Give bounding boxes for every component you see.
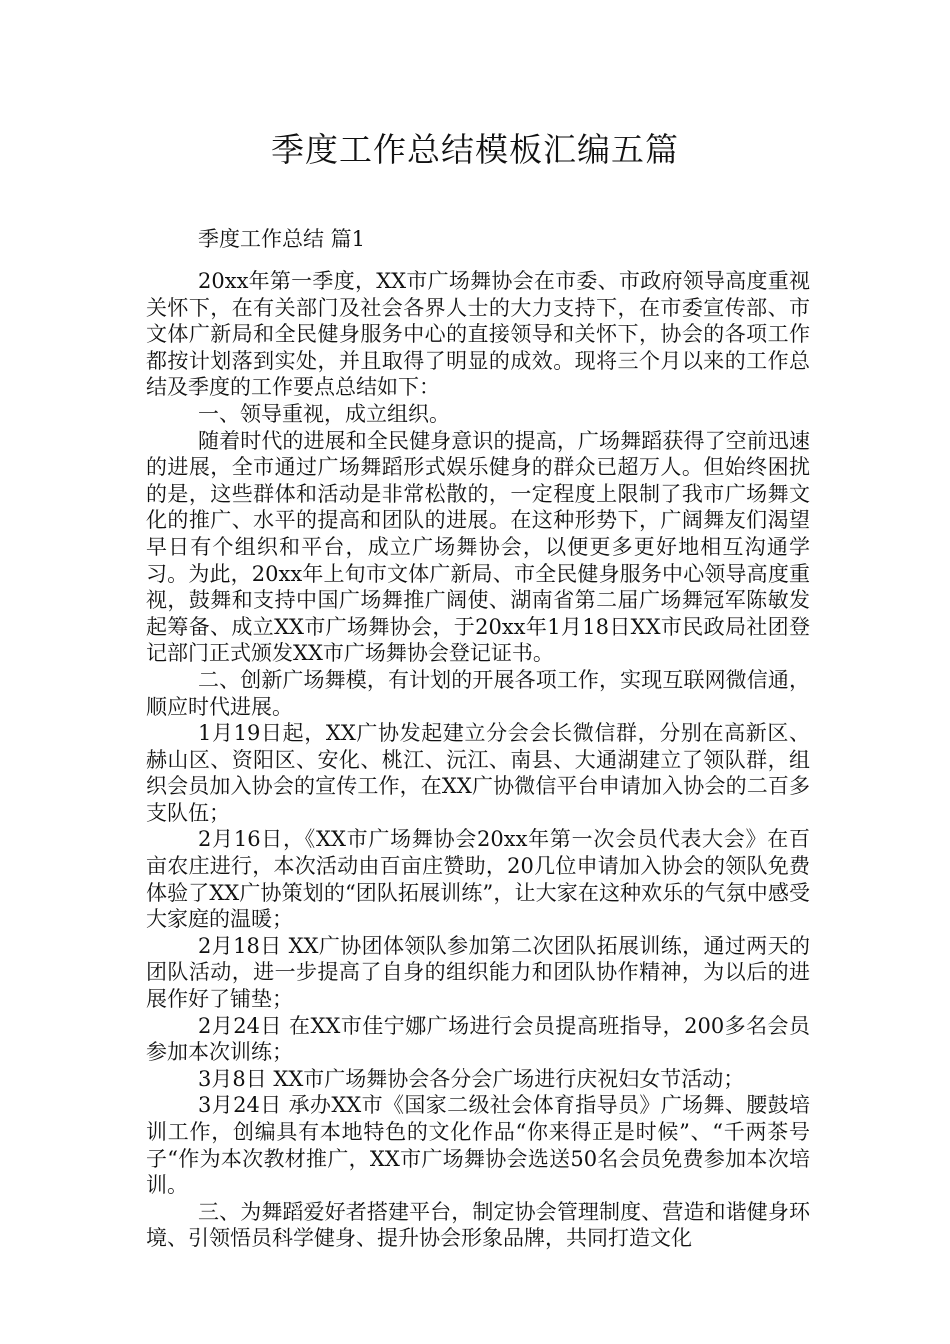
document-title: 季度工作总结模板汇编五篇 [271,130,679,169]
paragraph: 2月18日 XX广协团体领队参加第二次团队拓展训练，通过两天的团队活动，进一步提高了自身的组织能力和团队协作精神，为以后的进展作好了铺垫； [146,933,810,1012]
section-subtitle: 季度工作总结 篇1 [198,227,366,251]
section-heading: 一、领导重视，成立组织。 [198,401,450,426]
paragraph: 3月8日 XX市广场舞协会各分会广场进行庆祝妇女节活动； [198,1066,745,1091]
section-heading: 二、创新广场舞模，有计划的开展各项工作，实现互联网微信通，顺应时代进展。 [146,667,810,719]
document-body [146,268,810,1252]
paragraph: 随着时代的进展和全民健身意识的提高，广场舞蹈获得了空前迅速的进展，全市通过广场舞蹈形式娱乐健身的群众已超万人。但始终困扰的是，这些群体和活动是非常松散的，一定程度上限制了我市广场舞文化的推广、水平的提高和团队的进展。在这种形势下，广阔舞友们渴望早日有个组织和平台，成立广场舞协会，以便更多更好地相互沟通学习。为此，20xx年上旬市文体广新局、市全民健身服务中心领导高度重视，鼓舞和支持中国广场舞推广阔使、湖南省第二届广场舞冠军陈敏发起筹备、成立XX市广场舞协会，于20xx年1月18日XX市民政局社团登记部门正式颁发XX市广场舞协会登记证书。 [146,428,810,666]
paragraph: 20xx年第一季度，XX市广场舞协会在市委、市政府领导高度重视关怀下，在有关部门及社会各界人士的大力支持下，在市委宣传部、市文体广新局和全民健身服务中心的直接领导和关怀下，协会的各项工作都按计划落到实处，并且取得了明显的成效。现将三个月以来的工作总结及季度的工作要点总结如下： [146,269,810,400]
section-heading: 三、为舞蹈爱好者搭建平台，制定协会管理制度、营造和谐健身环境、引领悟员科学健身、提升协会形象品牌，共同打造文化 [146,1199,810,1251]
paragraph: 2月24日 在XX市佳宁娜广场进行会员提高班指导，200多名会员参加本次训练； [146,1013,810,1065]
paragraph: 2月16日，《XX市广场舞协会20xx年第一次会员代表大会》在百亩农庄进行，本次活动由百亩庄赞助，20几位申请加入协会的领队免费体验了XX广协策划的“团队拓展训练”，让大家在这种欢乐的气氛中感受大家庭的温暖； [146,827,810,932]
paragraph: 1月19日起，XX广协发起建立分会会长微信群，分别在高新区、赫山区、资阳区、安化、桃江、沅江、南县、大通湖建立了领队群，组织会员加入协会的宣传工作，在XX广协微信平台申请加入协会的二百多支队伍； [146,721,810,825]
paragraph: 3月24日 承办XX市《国家二级社会体育指导员》广场舞、腰鼓培训工作，创编具有本地特色的文化作品“你来得正是时候”、“千两茶号子“作为本次教材推广，XX市广场舞协会选送50名会员免费参加本次培训。 [146,1093,810,1198]
